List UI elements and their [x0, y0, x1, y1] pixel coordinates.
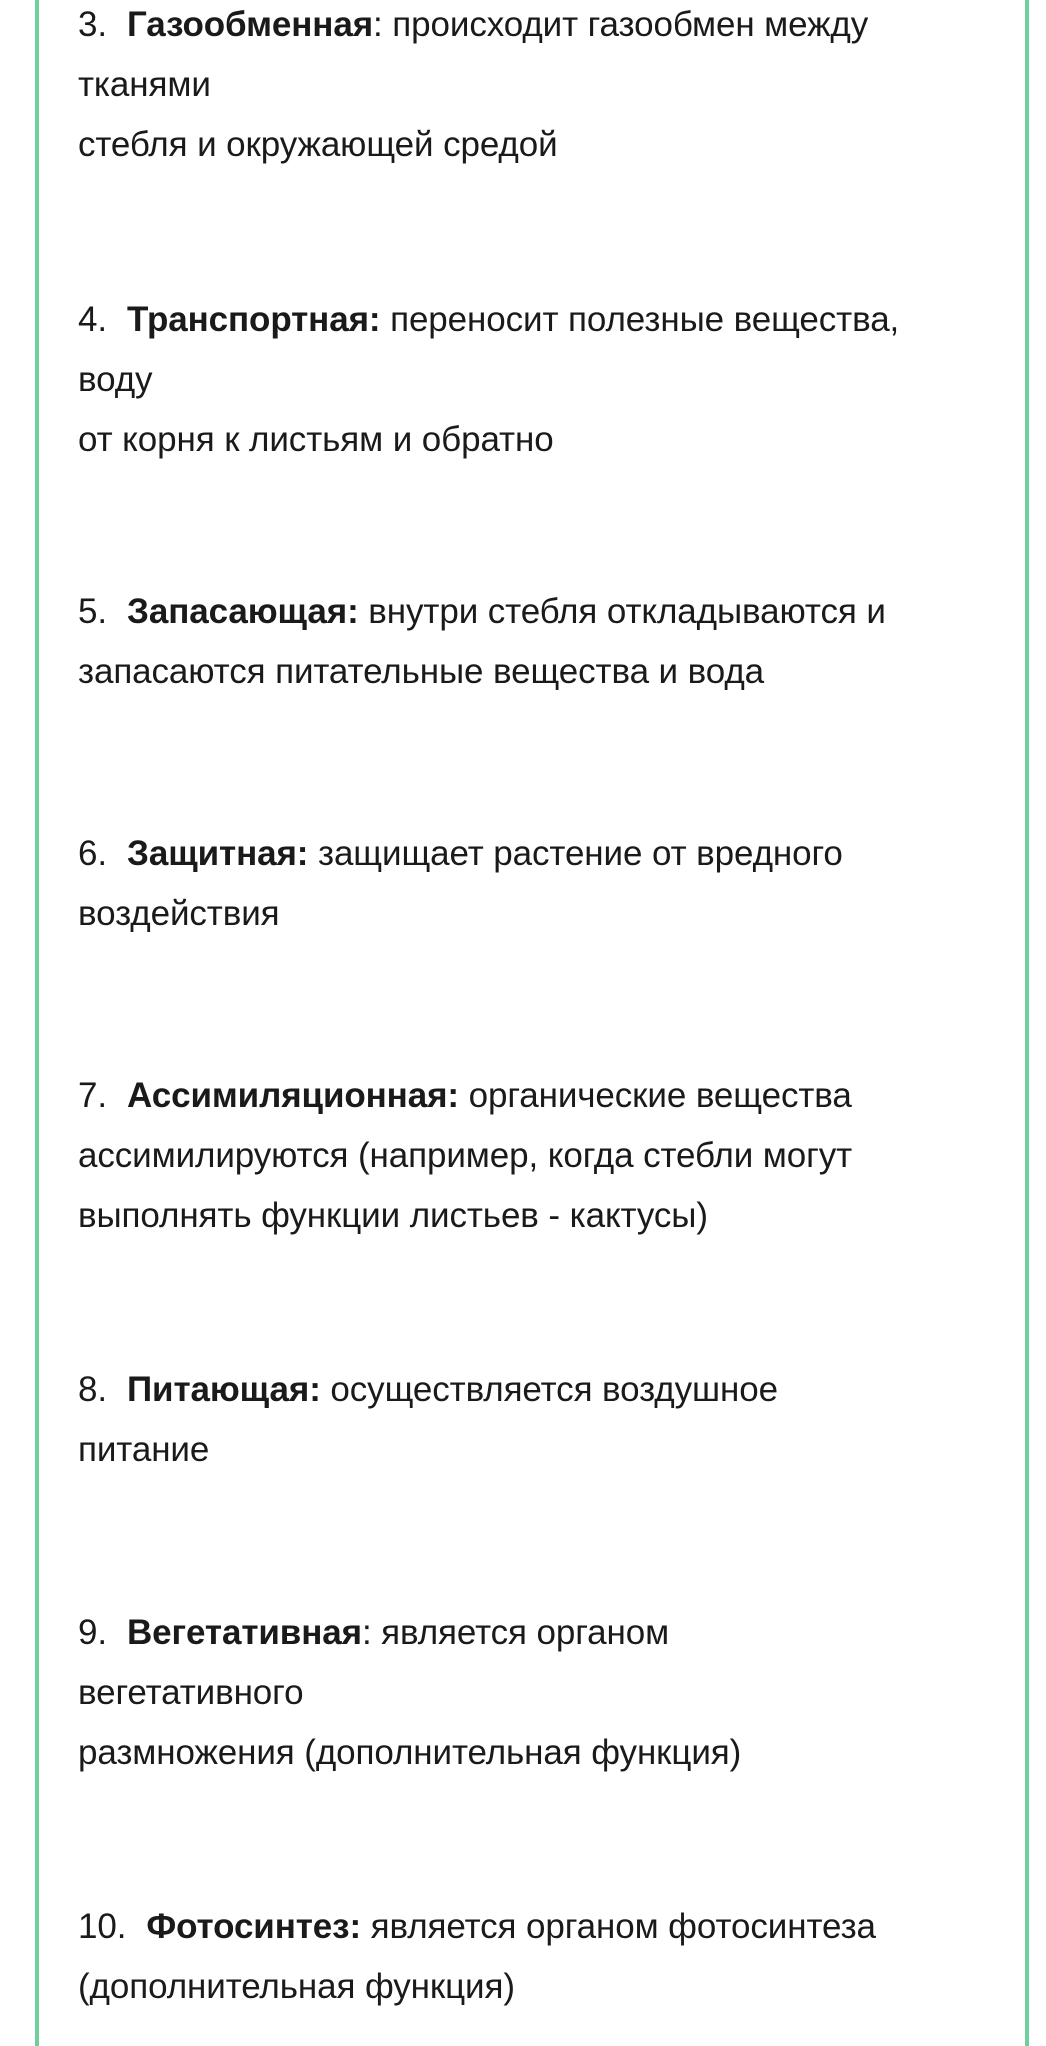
item-text-line: стебля и окружающей средой — [78, 125, 558, 164]
item-first-line — [78, 1603, 998, 1663]
item-text-line: от корня к листьям и обратно — [78, 420, 554, 459]
item-text: защищает растение от вредного — [308, 834, 843, 873]
item-first-line — [78, 582, 998, 642]
item-text-line: вегетативного — [78, 1673, 304, 1712]
list-item-8 — [78, 1360, 998, 1480]
item-text-line: воздействия — [78, 894, 280, 933]
list-item-10 — [78, 1897, 998, 2017]
list-item-6 — [78, 824, 998, 944]
item-first-line — [78, 1360, 998, 1420]
item-text: органические вещества — [458, 1076, 852, 1115]
item-text-line: ассимилируются (например, когда стебли могут — [78, 1136, 853, 1175]
item-text: происходит газообмен между — [382, 5, 869, 44]
list-item-3 — [78, 0, 998, 175]
item-term: Фотосинтез: — [146, 1907, 362, 1946]
list-item-4 — [78, 290, 998, 470]
item-separator: : — [361, 1613, 372, 1652]
item-first-line — [78, 1897, 998, 1957]
item-first-line — [78, 0, 998, 55]
item-text-line: питание — [78, 1430, 210, 1469]
item-text: является органом фотосинтеза — [361, 1907, 876, 1946]
list-item-5 — [78, 582, 998, 702]
item-text-line: воду — [78, 360, 153, 399]
item-text-line: размножения (дополнительная функция) — [78, 1733, 742, 1772]
item-text: осуществляется воздушное — [320, 1370, 778, 1409]
item-text-line: (дополнительная функция) — [78, 1967, 515, 2006]
item-separator: : — [373, 5, 383, 44]
item-text-line: выполнять функции листьев - кактусы) — [78, 1196, 708, 1235]
item-number: 5. — [78, 592, 107, 631]
item-number: 9. — [78, 1613, 107, 1652]
list-item-9 — [78, 1603, 998, 1783]
item-text-line: тканями — [78, 65, 211, 104]
item-first-line — [78, 824, 998, 884]
item-text: является органом — [371, 1613, 670, 1652]
item-term: Защитная: — [127, 834, 309, 873]
item-term: Вегетативная — [127, 1613, 362, 1652]
item-term: Запасающая: — [127, 592, 359, 631]
item-number: 10. — [78, 1907, 127, 1946]
item-term: Транспортная: — [127, 300, 381, 339]
item-term: Питающая: — [127, 1370, 321, 1409]
item-text: переносит полезные вещества, — [380, 300, 900, 339]
item-number: 3. — [78, 5, 107, 44]
item-text-line: запасаются питательные вещества и вода — [78, 652, 765, 691]
item-number: 4. — [78, 300, 107, 339]
item-number: 7. — [78, 1076, 107, 1115]
left-border-line — [35, 0, 39, 2046]
right-border-line — [1025, 0, 1029, 2046]
list-item-7 — [78, 1066, 998, 1246]
item-term: Газообменная — [127, 5, 374, 44]
item-term: Ассимиляционная: — [127, 1076, 459, 1115]
item-number: 8. — [78, 1370, 107, 1409]
item-text: внутри стебля откладываются и — [358, 592, 886, 631]
item-number: 6. — [78, 834, 107, 873]
item-first-line — [78, 1066, 998, 1126]
item-first-line — [78, 290, 998, 350]
